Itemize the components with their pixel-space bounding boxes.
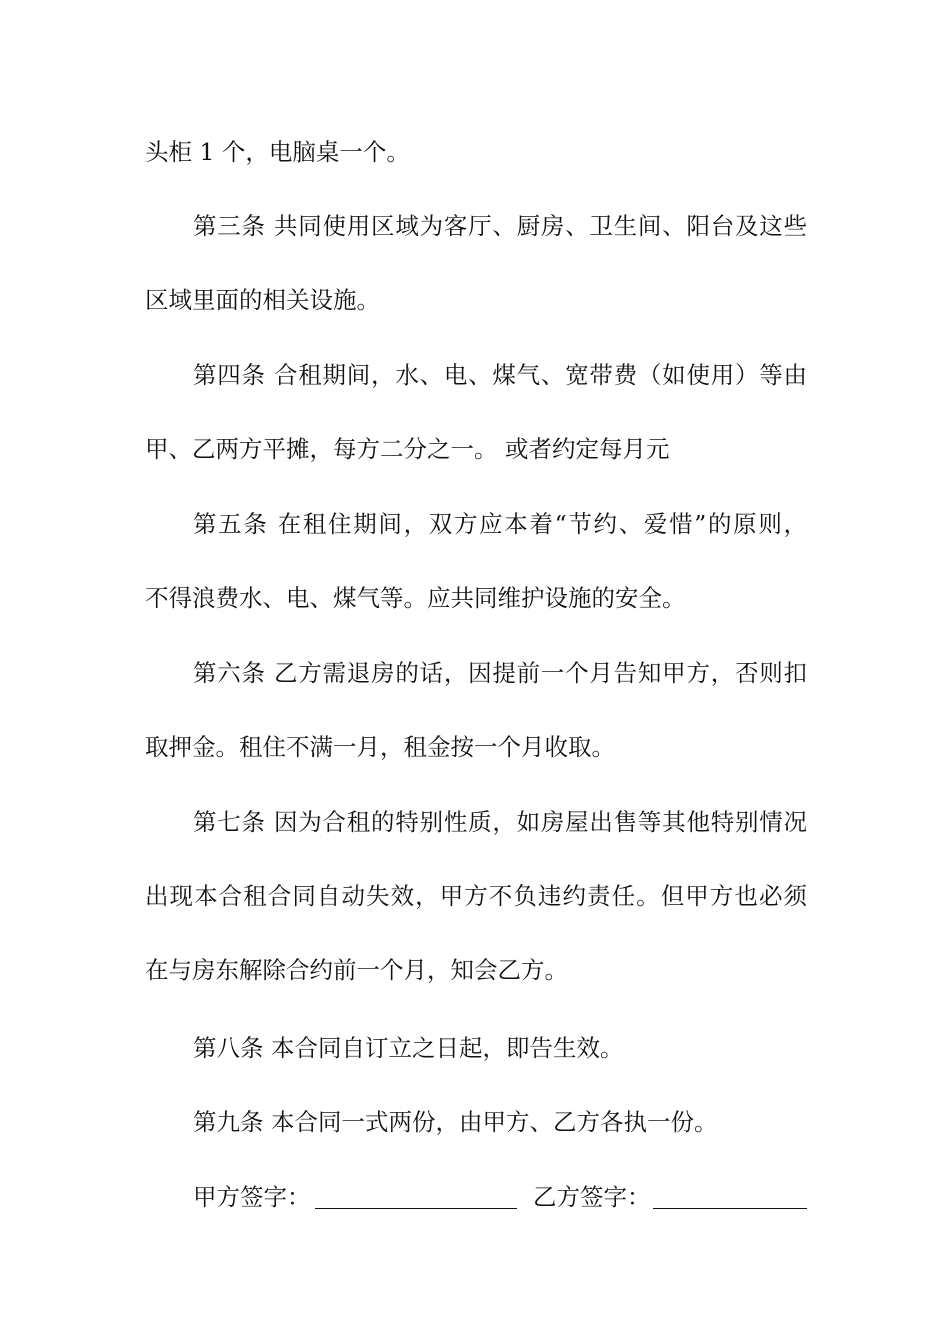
- article-5-line-1: 第五条 在租住期间，双方应本着“节约、爱惜”的原则，: [193, 510, 807, 538]
- article-7-line-2: 出现本合租合同自动失效，甲方不负违约责任。但甲方也必须: [145, 882, 807, 910]
- party-a-signature-blank[interactable]: [315, 1208, 517, 1209]
- article-4-line-1: 第四条 合租期间，水、电、煤气、宽带费（如使用）等由: [193, 361, 807, 389]
- party-a-signature-label: 甲方签字：: [193, 1183, 311, 1211]
- article-3-line-1: 第三条 共同使用区域为客厅、厨房、卫生间、阳台及这些: [193, 212, 807, 240]
- paragraph-line: 头柜 1 个，电脑桌一个。: [145, 138, 410, 166]
- party-b-signature-blank[interactable]: [653, 1208, 807, 1209]
- article-7-line-3: 在与房东解除合约前一个月，知会乙方。: [145, 956, 568, 984]
- article-4-line-2: 甲、乙两方平摊，每方二分之一。 或者约定每月元: [145, 435, 670, 463]
- signature-row: [193, 1182, 807, 1214]
- article-9-line: 第九条 本合同一式两份，由甲方、乙方各执一份。: [193, 1108, 718, 1136]
- article-6-line-2: 取押金。租住不满一月，租金按一个月收取。: [145, 733, 615, 761]
- article-5-line-2: 不得浪费水、电、煤气等。应共同维护设施的安全。: [145, 584, 686, 612]
- party-b-signature-label: 乙方签字：: [533, 1183, 651, 1211]
- article-3-line-2: 区域里面的相关设施。: [145, 286, 380, 314]
- article-8-line: 第八条 本合同自订立之日起，即告生效。: [193, 1034, 624, 1062]
- article-6-line-1: 第六条 乙方需退房的话，因提前一个月告知甲方，否则扣: [193, 659, 807, 687]
- article-7-line-1: 第七条 因为合租的特别性质，如房屋出售等其他特别情况: [193, 808, 807, 836]
